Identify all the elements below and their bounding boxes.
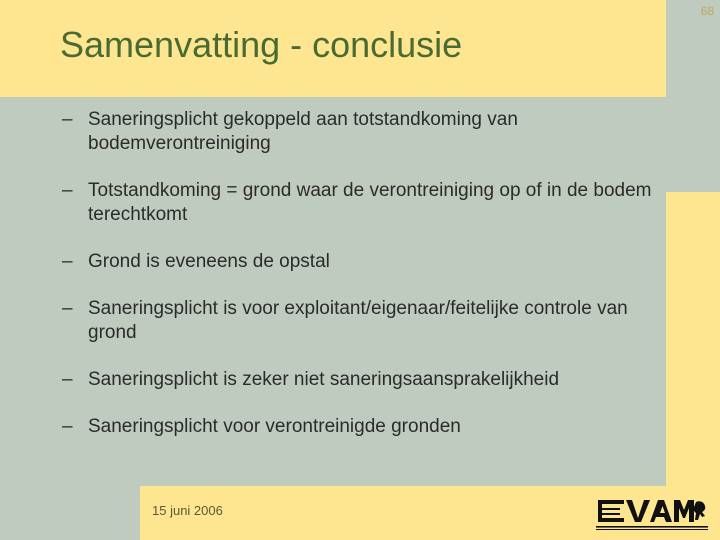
bullet-dash: – — [62, 298, 73, 319]
bullet-item — [62, 297, 662, 345]
bullet-dash: – — [62, 251, 73, 272]
bullet-text: Totstandkoming = grond waar de verontreiniging op of in de bodem terechtkomt — [88, 180, 652, 225]
bullet-text: Saneringsplicht is zeker niet saneringsaansprakelijkheid — [88, 369, 560, 390]
bullet-text: Saneringsplicht gekoppeld aan totstandkoming van bodemverontreiniging — [88, 109, 518, 154]
footer-date: 15 juni 2006 — [152, 503, 223, 518]
bullet-dash: – — [62, 180, 73, 201]
bullet-item — [62, 179, 662, 227]
bullet-dash: – — [62, 416, 73, 437]
bullet-item — [62, 108, 662, 156]
bullet-item — [62, 368, 662, 392]
bullet-list — [62, 108, 662, 462]
slide-title: Samenvatting - conclusie — [60, 24, 463, 65]
bullet-dash: – — [62, 109, 73, 130]
bullet-dash: – — [62, 369, 73, 390]
bullet-item — [62, 415, 662, 439]
ovam-logo-icon — [592, 494, 712, 534]
bullet-text: Saneringsplicht voor verontreinigde gronden — [88, 416, 461, 437]
bullet-text: Grond is eveneens de opstal — [88, 251, 330, 272]
page-number: 68 — [700, 4, 714, 18]
bullet-text: Saneringsplicht is voor exploitant/eigenaar/feitelijke controle van grond — [88, 298, 628, 343]
bullet-item — [62, 250, 662, 274]
